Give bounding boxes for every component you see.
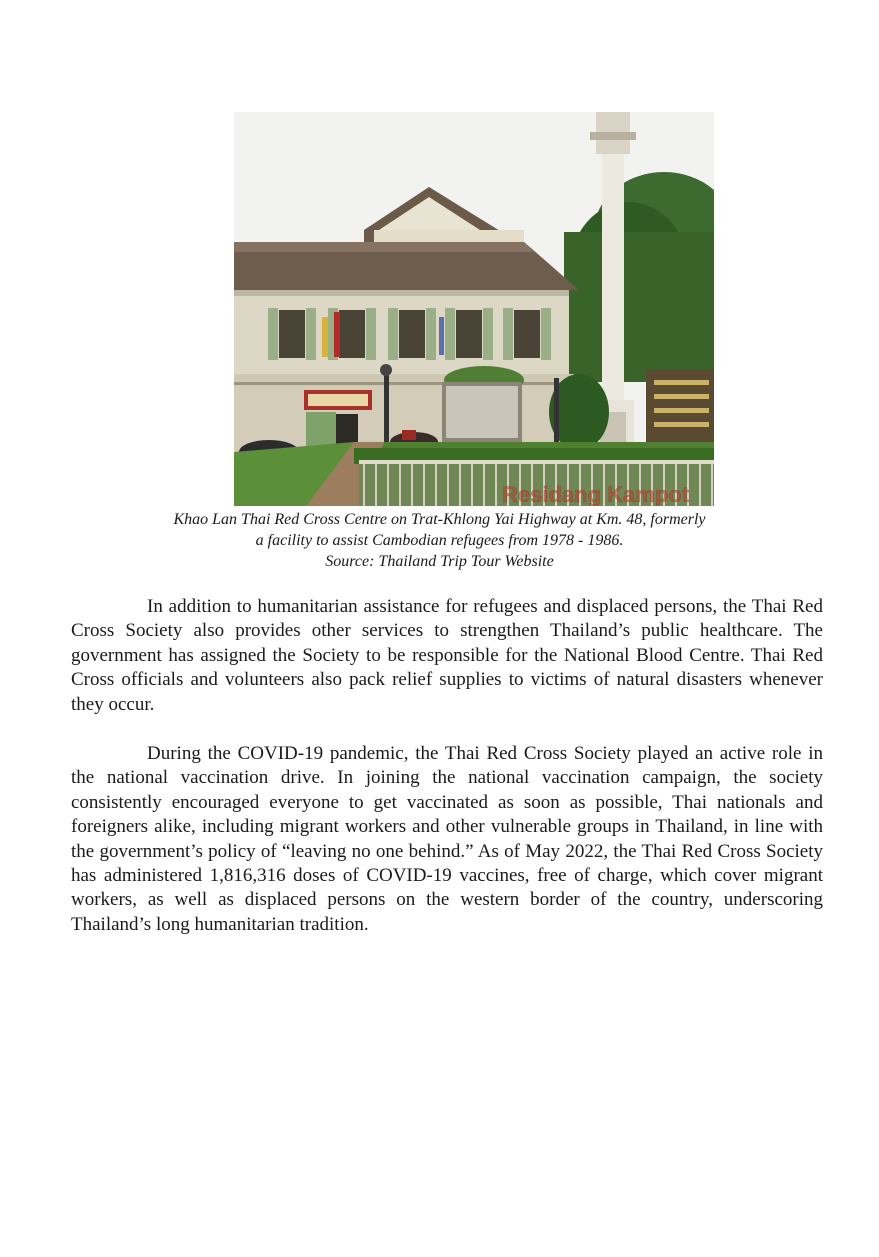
caption-source: Source: Thailand Trip Tour Website	[325, 553, 554, 570]
paragraph	[71, 742, 823, 937]
caption-line: a facility to assist Cambodian refugees from 1978 - 1986.	[255, 532, 624, 549]
paragraph	[71, 595, 823, 717]
paragraph-text: During the COVID-19 pandemic, the Thai Red Cross Society played an active role in the national vaccination drive. In joining the national vaccination campaign, the society consistently encouraged everyone to get vaccinated as soon as possible, Thai nationals and foreigners alike, including migrant workers and other vulnerable groups in Thailand, in line with the government’s policy of “leaving no one behind.” As of May 2022, the Thai Red Cross Society has administered 1,816,316 doses of COVID-19 vaccines, free of charge, which cover migrant workers, as well as displaced persons on the western border of the country, underscoring Thailand’s long humanitarian tradition.	[71, 743, 823, 935]
figure-caption	[60, 509, 819, 572]
building-photo	[234, 112, 714, 506]
caption-line: Khao Lan Thai Red Cross Centre on Trat-Khlong Yai Highway at Km. 48, formerly	[173, 511, 706, 528]
paragraph-text: In addition to humanitarian assistance for refugees and displaced persons, the Thai Red Cross Society also provides other services to strengthen Thailand’s public healthcare. The government has assigned the Society to be responsible for the National Blood Centre. Thai Red Cross officials and volunteers also pack relief supplies to victims of natural disasters whenever they occur.	[71, 596, 823, 715]
photo-watermark: Residang Kampot	[502, 482, 690, 506]
